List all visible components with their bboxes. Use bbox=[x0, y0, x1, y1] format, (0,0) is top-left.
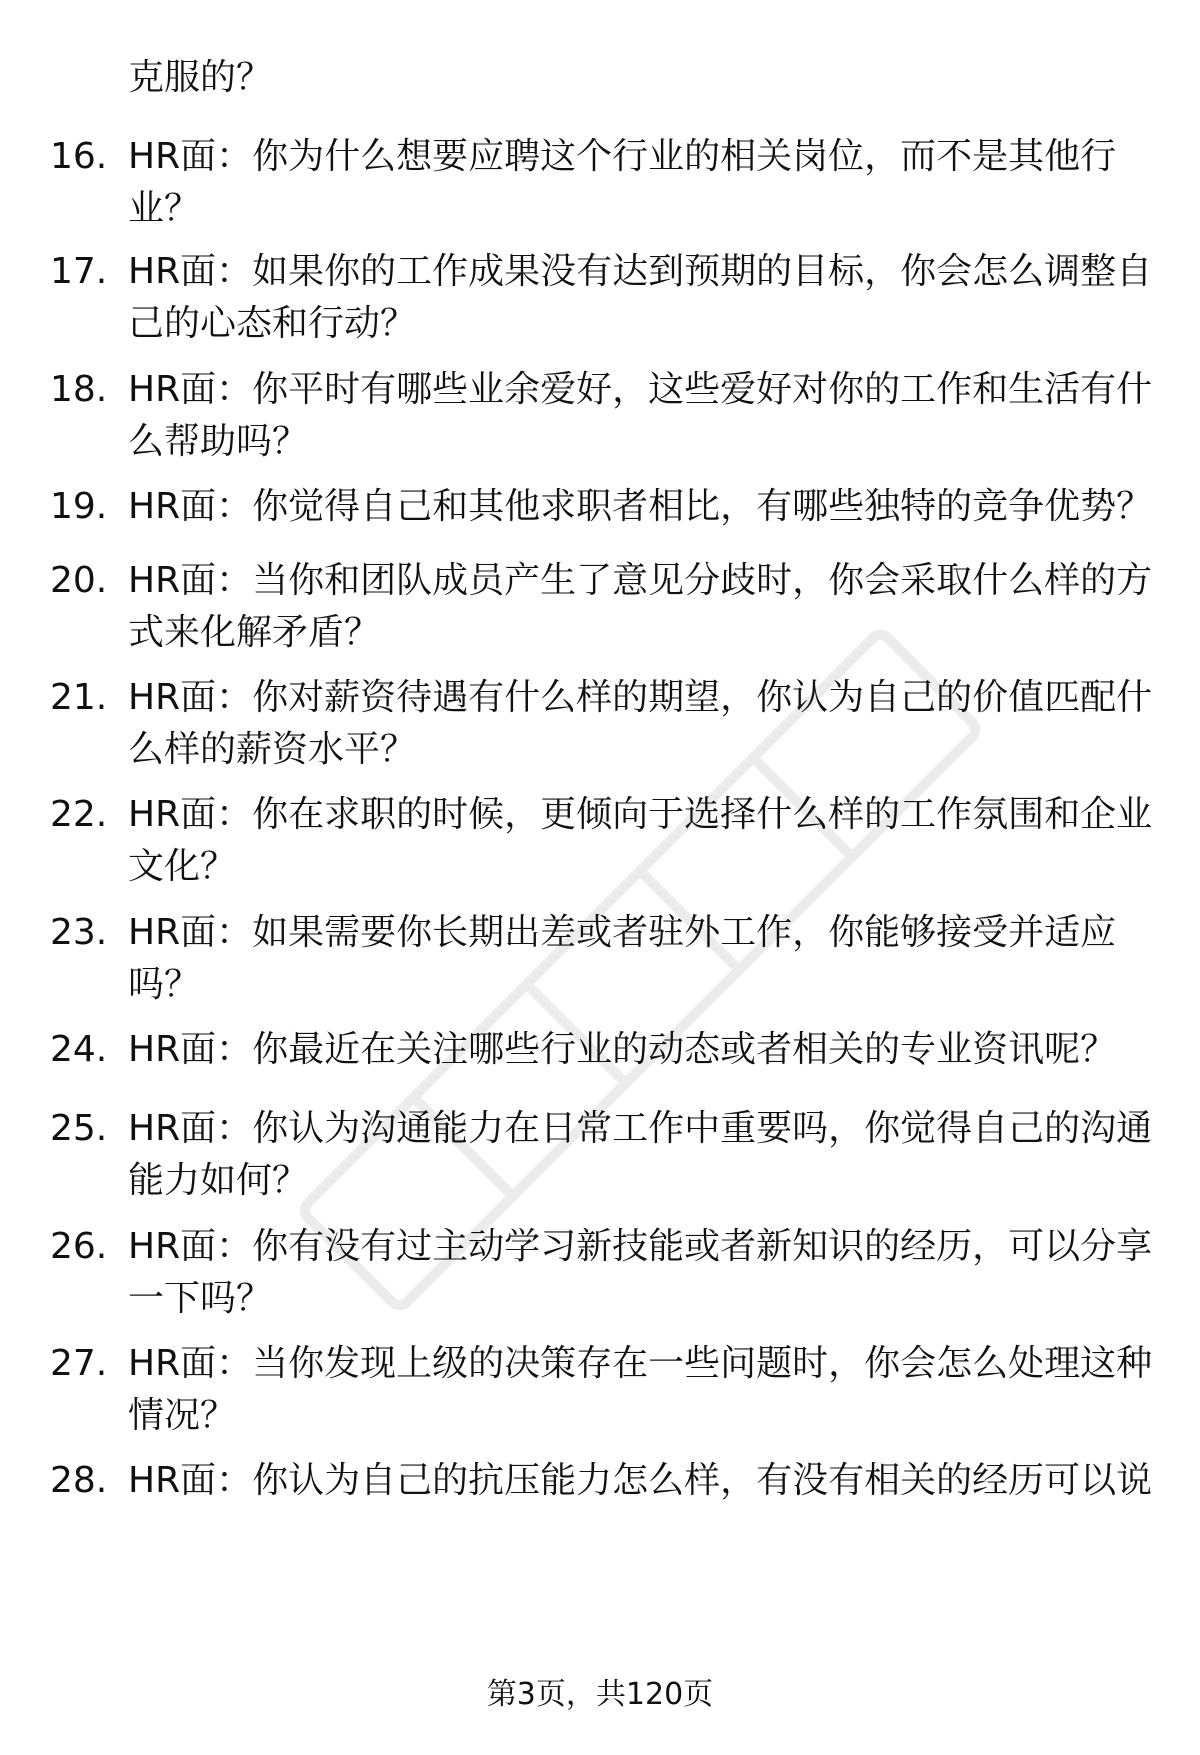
item-number: 22. bbox=[50, 794, 108, 835]
item-text: HR面：你对薪资待遇有什么样的期望，你认为自己的价值匹配什么样的薪资水平？ bbox=[128, 677, 1153, 770]
item-text: HR面：如果你的工作成果没有达到预期的目标，你会怎么调整自己的心态和行动？ bbox=[128, 251, 1153, 344]
item-text: HR面：你认为沟通能力在日常工作中重要吗，你觉得自己的沟通能力如何？ bbox=[128, 1108, 1153, 1201]
item-number: 20. bbox=[50, 560, 108, 601]
item-number: 24. bbox=[50, 1029, 108, 1070]
item-text: HR面：你平时有哪些业余爱好，这些爱好对你的工作和生活有什么帮助吗？ bbox=[128, 369, 1153, 462]
item-text: HR面：你有没有过主动学习新技能或者新知识的经历，可以分享一下吗？ bbox=[128, 1226, 1153, 1319]
item-text: HR面：你最近在关注哪些行业的动态或者相关的专业资讯呢？ bbox=[128, 1029, 1117, 1070]
item-number: 21. bbox=[50, 677, 108, 718]
item-number: 27. bbox=[50, 1343, 108, 1384]
item-number: 23. bbox=[50, 912, 108, 953]
item-text: HR面：你认为自己的抗压能力怎么样，有没有相关的经历可以说 bbox=[128, 1460, 1153, 1501]
item-number: 26. bbox=[50, 1226, 108, 1267]
item-number: 19. bbox=[50, 486, 108, 527]
item-number: 28. bbox=[50, 1460, 108, 1501]
item-text: HR面：你在求职的时候，更倾向于选择什么样的工作氛围和企业文化？ bbox=[128, 794, 1153, 887]
item-text: HR面：你为什么想要应聘这个行业的相关岗位，而不是其他行业？ bbox=[128, 136, 1117, 229]
item-text: HR面：你觉得自己和其他求职者相比，有哪些独特的竞争优势？ bbox=[128, 486, 1153, 527]
continuation-text: 克服的？ bbox=[128, 57, 273, 98]
item-number: 18. bbox=[50, 369, 108, 410]
item-text: HR面：当你发现上级的决策存在一些问题时，你会怎么处理这种情况？ bbox=[128, 1343, 1153, 1436]
item-text: HR面：如果需要你长期出差或者驻外工作，你能够接受并适应吗？ bbox=[128, 912, 1117, 1005]
item-text: HR面：当你和团队成员产生了意见分歧时，你会采取什么样的方式来化解矛盾？ bbox=[128, 560, 1153, 653]
item-number: 16. bbox=[50, 136, 108, 177]
page-footer: 第3页，共120页 bbox=[486, 1677, 714, 1712]
item-number: 25. bbox=[50, 1108, 108, 1149]
item-number: 17. bbox=[50, 251, 108, 292]
